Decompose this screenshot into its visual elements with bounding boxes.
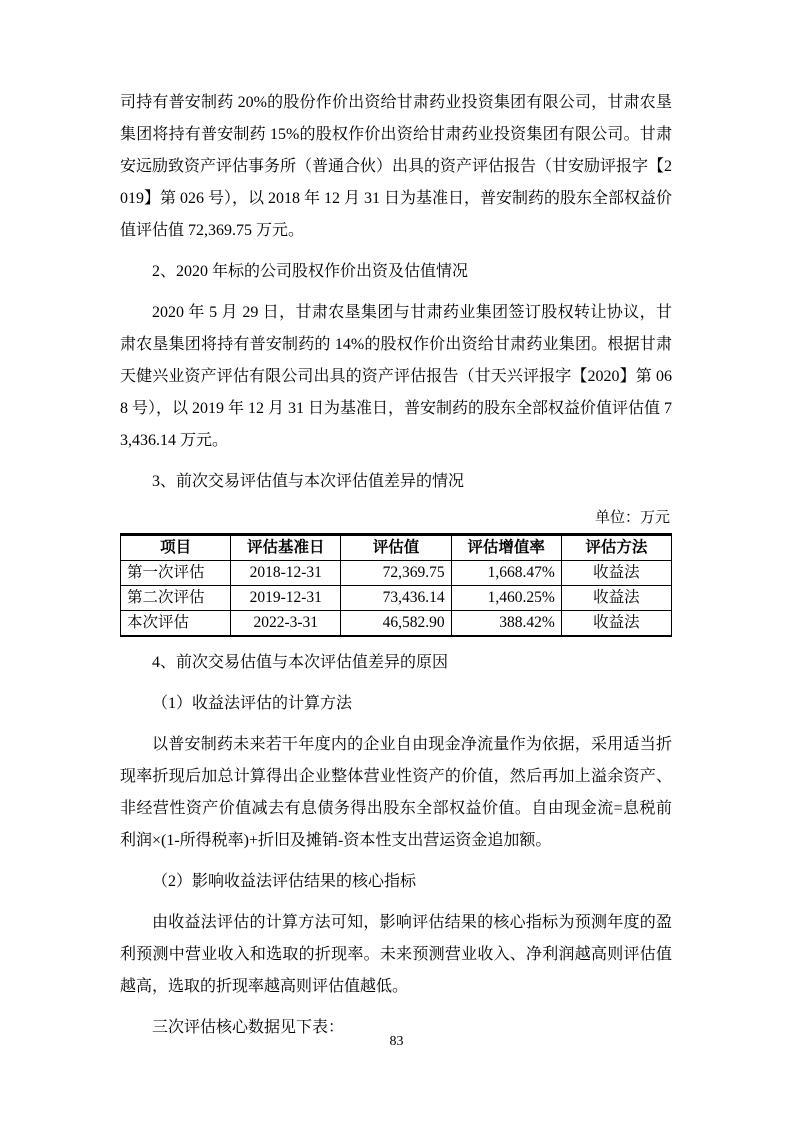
table-cell: 72,369.75 bbox=[341, 561, 451, 586]
table-cell: 2019-12-31 bbox=[231, 586, 341, 611]
table-header-base-date: 评估基准日 bbox=[231, 535, 341, 561]
subsection-heading-2: （2）影响收益法评估结果的核心指标 bbox=[152, 873, 417, 890]
table-header-row bbox=[121, 535, 672, 561]
section-heading-4: 4、前次交易估值与本次评估值差异的原因 bbox=[152, 654, 449, 671]
section-heading-3: 3、前次交易评估值与本次评估值差异的情况 bbox=[152, 473, 465, 490]
paragraph-2020-valuation: 2020 年 5 月 29 日，甘肃农垦集团与甘肃药业集团签订股权转让协议，甘肃农垦集团将持有普安制药的 14%的股权作价出资给甘肃药业集团。根据甘肃天健兴业资产评估有限公司出具的资产评估报告（甘天兴评报字【2020】第 068 号），以 2019 年 12 月 31 日为基准日，普安制药的股东全部权益价值评估值 73,436.14 万元。 bbox=[120, 304, 673, 449]
table-header-appreciation-rate: 评估增值率 bbox=[451, 535, 561, 561]
table-cell: 1,668.47% bbox=[451, 561, 561, 586]
section-heading-2: 2、2020 年标的公司股权作价出资及估值情况 bbox=[152, 263, 469, 280]
paragraph-table-intro: 三次评估核心数据见下表： bbox=[152, 1019, 345, 1036]
table-header-value: 评估值 bbox=[341, 535, 451, 561]
table-cell: 第一次评估 bbox=[121, 561, 231, 586]
table-cell: 收益法 bbox=[561, 611, 671, 637]
table-cell: 388.42% bbox=[451, 611, 561, 637]
table-cell: 第二次评估 bbox=[121, 586, 231, 611]
table-cell: 收益法 bbox=[561, 586, 671, 611]
table-cell: 73,436.14 bbox=[341, 586, 451, 611]
table-cell: 46,582.90 bbox=[341, 611, 451, 637]
table-cell: 2018-12-31 bbox=[231, 561, 341, 586]
table-header-method: 评估方法 bbox=[561, 535, 671, 561]
paragraph-core-indicators: 由收益法评估的计算方法可知，影响评估结果的核心指标为预测年度的盈利预测中营业收入和选取的折现率。未来预测营业收入、净利润越高则评估值越高，选取的折现率越高则评估值越低。 bbox=[120, 914, 672, 995]
table-row bbox=[121, 611, 672, 637]
table-row bbox=[121, 586, 672, 611]
subsection-heading-1: （1）收益法评估的计算方法 bbox=[152, 695, 353, 712]
table-cell: 本次评估 bbox=[121, 611, 231, 637]
paragraph-income-method: 以普安制药未来若干年度内的企业自由现金净流量作为依据，采用适当折现率折现后加总计算得出企业整体营业性资产的价值，然后再加上溢余资产、非经营性资产价值减去有息债务得出股东全部权益价值。自由现金流=息税前利润×(1-所得税率)+折旧及摊销-资本性支出营运资金追加额。 bbox=[120, 736, 672, 849]
table-header-item: 项目 bbox=[121, 535, 231, 561]
table-cell: 2022-3-31 bbox=[231, 611, 341, 637]
paragraph-continuation: 司持有普安制药 20%的股份作价出资给甘肃药业投资集团有限公司，甘肃农垦集团将持有普安制药 15%的股权作价出资给甘肃药业投资集团有限公司。甘肃安远励致资产评估事务所（普通合伙）出具的资产评估报告（甘安励评报字【2019】第 026 号），以 2018 年 12 月 31 日为基准日，普安制药的股东全部权益价值评估值 72,369.75 万元。 bbox=[120, 94, 673, 239]
table-row bbox=[121, 561, 672, 586]
page-number: 83 bbox=[389, 1034, 404, 1049]
table-cell: 1,460.25% bbox=[451, 586, 561, 611]
table-cell: 收益法 bbox=[561, 561, 671, 586]
table-unit-label: 单位：万元 bbox=[594, 510, 670, 526]
valuation-comparison-table bbox=[120, 533, 672, 637]
